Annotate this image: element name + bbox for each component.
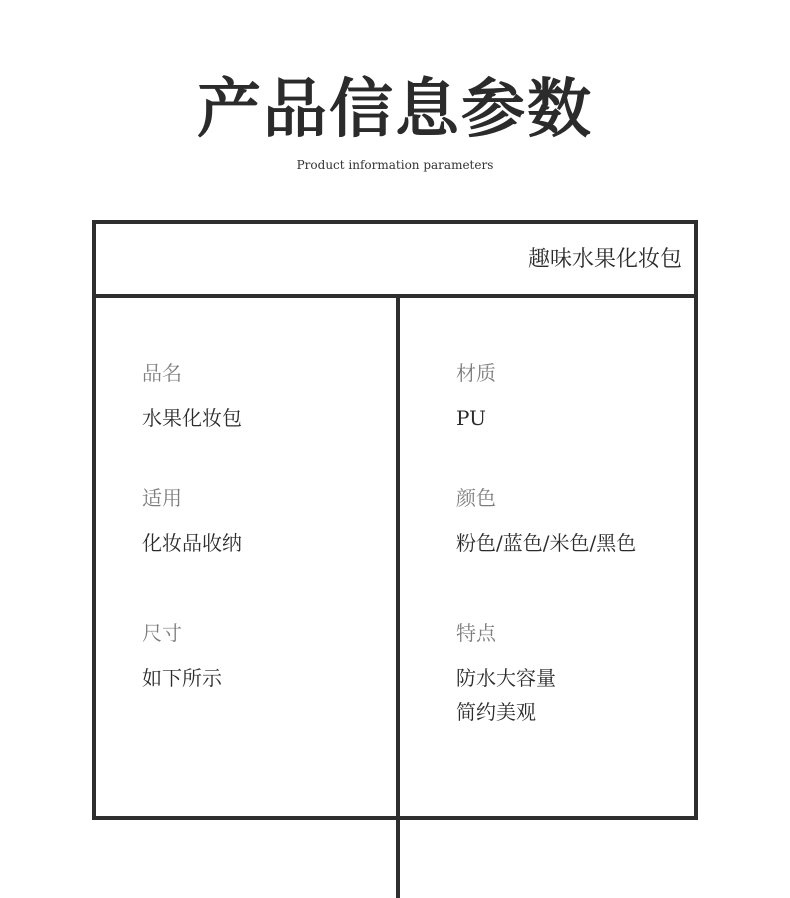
field-product-name — [142, 360, 242, 435]
field-usage — [142, 485, 242, 560]
field-label: 颜色 — [456, 486, 496, 510]
field-value: 防水大容量 — [456, 666, 556, 690]
field-value: 如下所示 — [142, 666, 222, 690]
column-divider — [396, 298, 400, 898]
table-header-row — [96, 224, 694, 298]
product-name-header: 趣味水果化妆包 — [527, 247, 682, 272]
field-label: 材质 — [456, 361, 496, 385]
page-subtitle: Product information parameters — [296, 158, 494, 172]
product-info-table — [92, 220, 698, 820]
field-value: 粉色/蓝色/米色/黑色 — [456, 531, 637, 555]
field-label: 适用 — [142, 486, 182, 510]
field-label: 品名 — [142, 361, 182, 385]
field-value: PU — [456, 406, 486, 430]
field-features — [456, 620, 556, 729]
field-size — [142, 620, 222, 695]
page-title: 产品信息参数 — [197, 72, 593, 147]
field-value: 水果化妆包 — [142, 406, 242, 430]
field-value: 简约美观 — [456, 700, 536, 724]
field-value: 化妆品收纳 — [142, 531, 242, 555]
field-color — [456, 485, 636, 560]
field-material — [456, 360, 496, 435]
field-label: 尺寸 — [142, 621, 182, 645]
field-label: 特点 — [456, 621, 496, 645]
